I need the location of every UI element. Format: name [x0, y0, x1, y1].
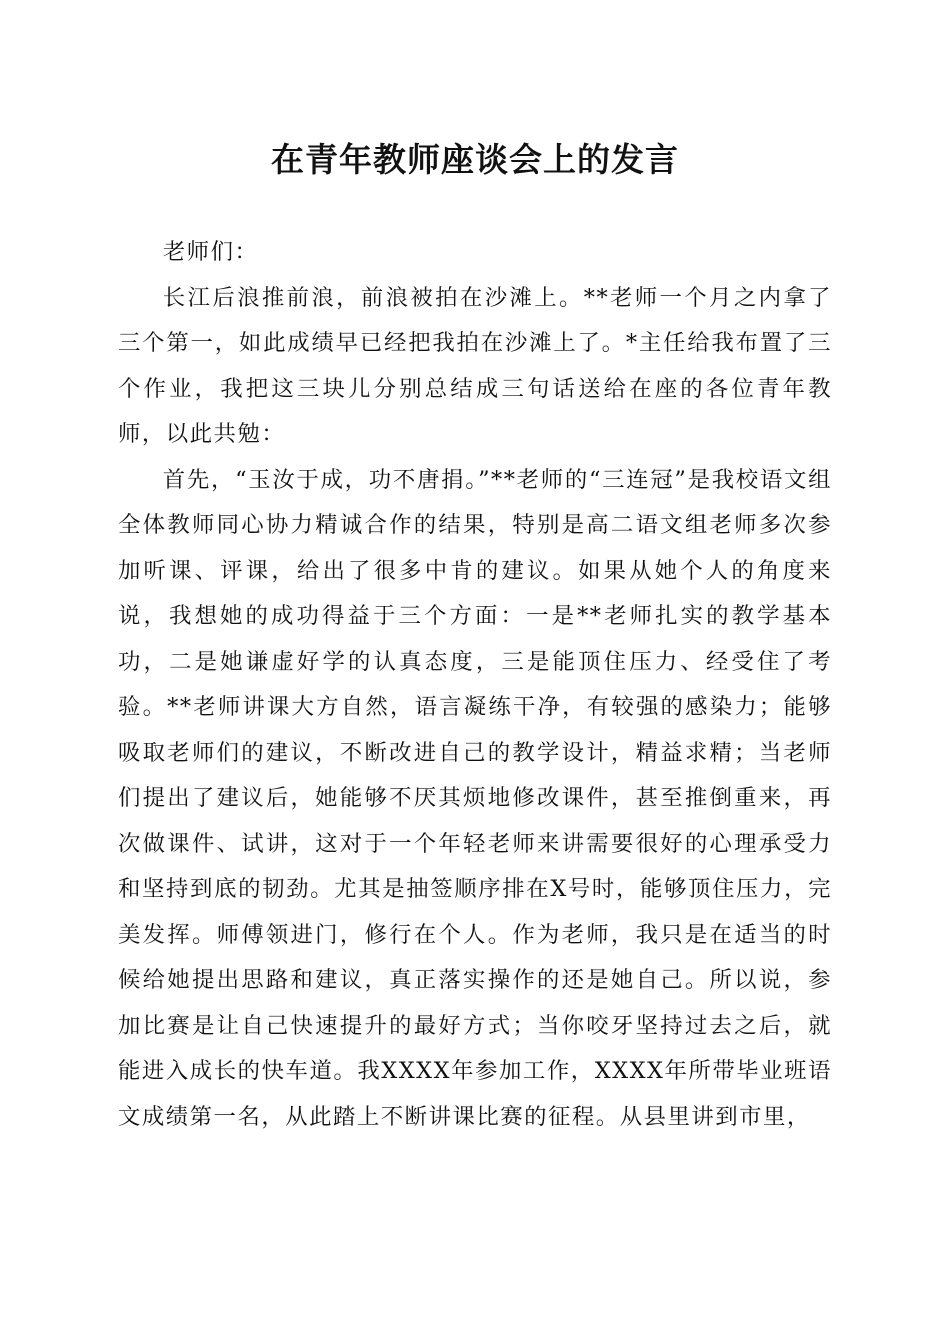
intro-paragraph: 长江后浪推前浪，前浪被拍在沙滩上。**老师一个月之内拿了三个第一，如此成绩早已经把我拍在沙滩上了。*主任给我布置了三个作业，我把这三块儿分别总结成三句话送给在座的各位青年教师，以此共勉：	[118, 284, 832, 447]
first-point-paragraph: 首先，“玉汝于成，功不唐捐。”**老师的“三连冠”是我校语文组全体教师同心协力精诚合作的结果，特别是高二语文组老师多次参加听课、评课，给出了很多中肯的建议。如果从她个人的角度来说，我想她的成功得益于三个方面：一是**老师扎实的教学基本功，二是她谦虚好学的认真态度，三是能顶住压力、经受住了考验。**老师讲课大方自然，语言凝练干净，有较强的感染力；能够吸取老师们的建议，不断改进自己的教学设计，精益求精；当老师们提出了建议后，她能够不厌其烦地修改课件，甚至推倒重来，再次做课件、试讲，这对于一个年轻老师来讲需要很好的心理承受力和坚持到底的韧劲。尤其是抽签顺序排在X号时，能够顶住压力，完美发挥。师傅领进门，修行在个人。作为老师，我只是在适当的时候给她提出思路和建议，真正落实操作的还是她自己。所以说，参加比赛是让自己快速提升的最好方式；当你咬牙坚持过去之后，就能进入成长的快车道。我XXXX年参加工作，XXXX年所带毕业班语文成绩第一名，从此踏上不断讲课比赛的征程。从县里讲到市里，	[118, 466, 832, 1130]
document-title: 在青年教师座谈会上的发言	[271, 140, 679, 179]
document-body	[118, 230, 832, 1140]
salutation-paragraph: 老师们：	[162, 239, 259, 265]
